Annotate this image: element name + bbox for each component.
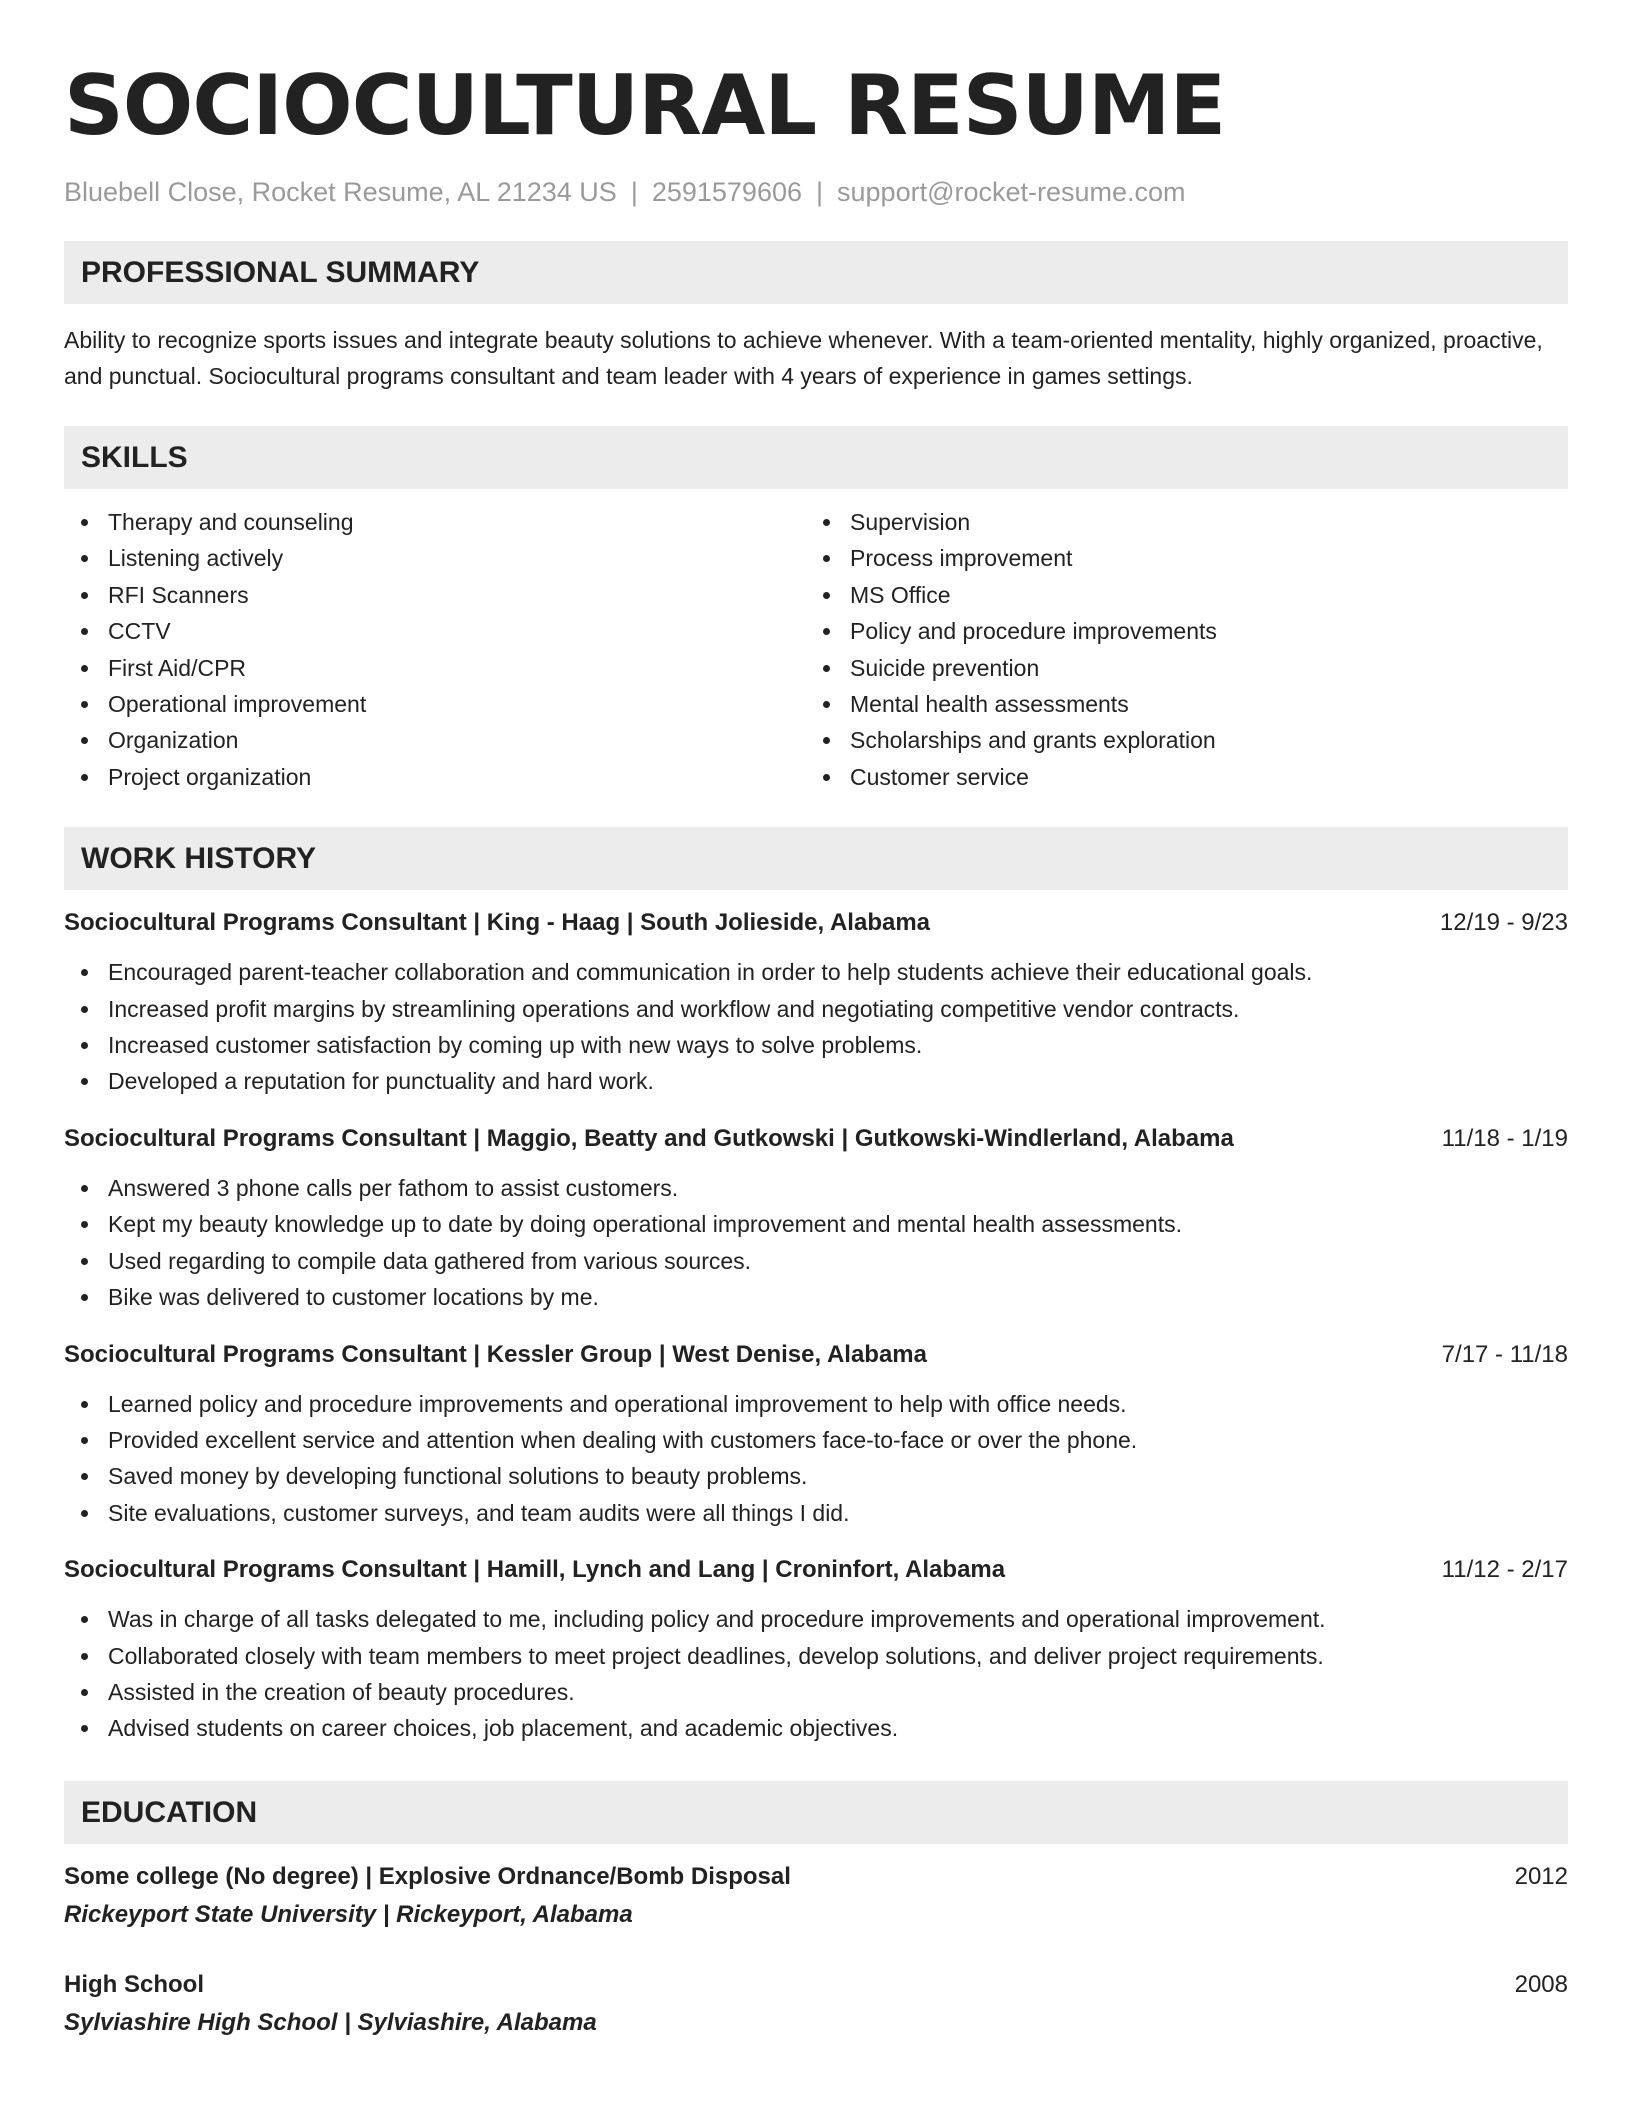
- job-dates: 12/19 - 9/23: [1439, 909, 1568, 937]
- job-bullet: Increased profit margins by streamlining operations and workflow and negotiating competitive vendor contracts.: [64, 991, 1568, 1027]
- section-heading-summary: PROFESSIONAL SUMMARY: [64, 241, 1568, 304]
- education-degree: Some college (No degree) | Explosive Ordnance/Bomb Disposal: [64, 1862, 791, 1890]
- section-heading-work: WORK HISTORY: [64, 827, 1568, 890]
- job-bullets: [64, 1386, 1568, 1532]
- job-dates: 11/12 - 2/17: [1441, 1556, 1568, 1584]
- education-list: [64, 1861, 1568, 2039]
- skill-item: Process improvement: [806, 540, 1548, 576]
- job-bullet: Provided excellent service and attention when dealing with customers face-to-face or over the phone.: [64, 1422, 1568, 1458]
- education-school: Sylviashire High School | Sylviashire, Alabama: [64, 2008, 597, 2036]
- education-school: Rickeyport State University | Rickeyport, Alabama: [64, 1900, 633, 1928]
- job-bullet: Kept my beauty knowledge up to date by doing operational improvement and mental health assessments.: [64, 1206, 1568, 1242]
- education-year: 2008: [1514, 1970, 1568, 1998]
- job-dates: 11/18 - 1/19: [1441, 1124, 1568, 1152]
- skill-item: Policy and procedure improvements: [806, 613, 1548, 649]
- skill-item: First Aid/CPR: [64, 650, 806, 686]
- summary-text: Ability to recognize sports issues and integrate beauty solutions to achieve whenever. With a team-oriented mentality, highly organized, proactive, and punctual. Sociocultural programs consultant and team leader with 4 years of experience in games settings.: [64, 327, 1543, 389]
- job-bullet: Collaborated closely with team members to meet project deadlines, develop solutions, and deliver project requirements.: [64, 1638, 1568, 1674]
- skill-item: Project organization: [64, 759, 806, 795]
- job-title: Sociocultural Programs Consultant | Kessler Group | West Denise, Alabama: [64, 1340, 927, 1368]
- job-bullet: Assisted in the creation of beauty procedures.: [64, 1674, 1568, 1710]
- job-bullet: Site evaluations, customer surveys, and team audits were all things I did.: [64, 1495, 1568, 1531]
- job-bullet: Was in charge of all tasks delegated to me, including policy and procedure improvements and operational improvement.: [64, 1601, 1568, 1637]
- education-entry: [64, 1861, 1568, 1931]
- job-bullets: [64, 954, 1568, 1100]
- contact-address: Bluebell Close, Rocket Resume, AL 21234 US: [64, 177, 617, 207]
- contact-separator: |: [630, 177, 638, 207]
- job-title: Sociocultural Programs Consultant | Hamill, Lynch and Lang | Croninfort, Alabama: [64, 1556, 1006, 1584]
- skill-item: Scholarships and grants exploration: [806, 722, 1548, 758]
- skills-column-right: [806, 504, 1548, 795]
- job-bullets: [64, 1170, 1568, 1316]
- skills-list: [64, 504, 1568, 795]
- job-entry: [64, 1554, 1568, 1747]
- education-degree: High School: [64, 1970, 204, 1998]
- resume-name: SOCIOCULTURAL RESUME: [64, 57, 1226, 154]
- skill-item: CCTV: [64, 613, 806, 649]
- skill-item: Customer service: [806, 759, 1548, 795]
- skill-item: Mental health assessments: [806, 686, 1548, 722]
- education-year: 2012: [1514, 1862, 1568, 1890]
- job-bullet: Answered 3 phone calls per fathom to assist customers.: [64, 1170, 1568, 1206]
- job-bullet: Developed a reputation for punctuality and hard work.: [64, 1063, 1568, 1099]
- job-dates: 7/17 - 11/18: [1441, 1340, 1568, 1368]
- job-bullet: Learned policy and procedure improvements and operational improvement to help with office needs.: [64, 1386, 1568, 1422]
- job-bullet: Increased customer satisfaction by coming up with new ways to solve problems.: [64, 1027, 1568, 1063]
- skill-item: MS Office: [806, 577, 1548, 613]
- contact-separator: |: [816, 177, 824, 207]
- skill-item: Therapy and counseling: [64, 504, 806, 540]
- job-entry: [64, 1123, 1568, 1316]
- skill-item: Organization: [64, 722, 806, 758]
- job-bullets: [64, 1601, 1568, 1747]
- contact-phone: 2591579606: [651, 177, 802, 207]
- skill-item: Operational improvement: [64, 686, 806, 722]
- job-bullet: Bike was delivered to customer locations by me.: [64, 1279, 1568, 1315]
- job-bullet: Used regarding to compile data gathered from various sources.: [64, 1243, 1568, 1279]
- education-entry: [64, 1969, 1568, 2039]
- job-bullet: Encouraged parent-teacher collaboration and communication in order to help students achieve their educational goals.: [64, 954, 1568, 990]
- skills-column-left: [64, 504, 806, 795]
- job-title: Sociocultural Programs Consultant | Maggio, Beatty and Gutkowski | Gutkowski-Windlerland, Alabama: [64, 1124, 1234, 1152]
- job-entry: [64, 1339, 1568, 1532]
- contact-email: support@rocket-resume.com: [837, 177, 1186, 207]
- job-entry: [64, 907, 1568, 1100]
- section-heading-skills: SKILLS: [64, 426, 1568, 489]
- job-bullet: Saved money by developing functional solutions to beauty problems.: [64, 1458, 1568, 1494]
- skill-item: Listening actively: [64, 540, 806, 576]
- skill-item: Suicide prevention: [806, 650, 1548, 686]
- skill-item: Supervision: [806, 504, 1548, 540]
- skill-item: RFI Scanners: [64, 577, 806, 613]
- job-bullet: Advised students on career choices, job placement, and academic objectives.: [64, 1710, 1568, 1746]
- job-title: Sociocultural Programs Consultant | King - Haag | South Jolieside, Alabama: [64, 909, 931, 937]
- section-heading-education: EDUCATION: [64, 1781, 1568, 1844]
- contact-line: [64, 176, 1568, 208]
